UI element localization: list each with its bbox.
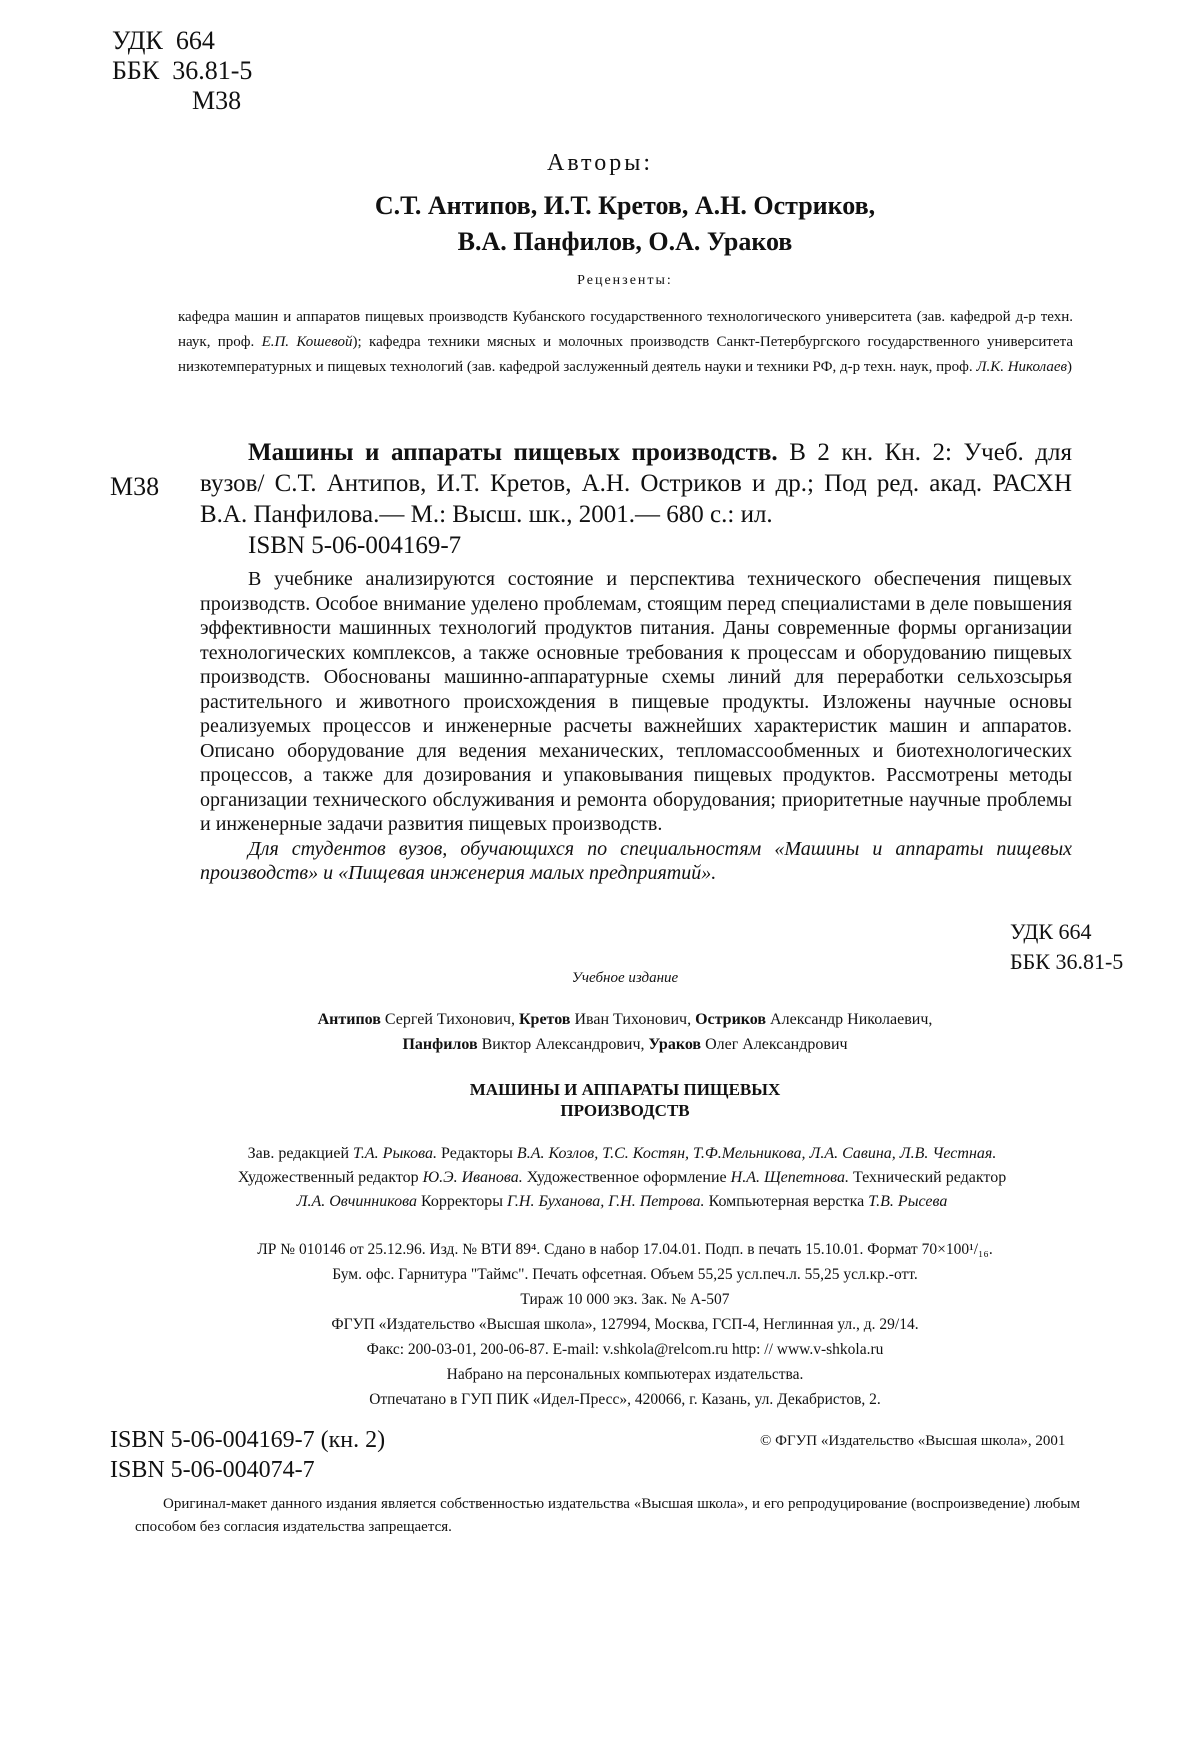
editorial-person: Н.А. Щепетнова. [730,1169,849,1186]
book-title-caps [0,1079,1200,1121]
editorial-role: Компьютерная верстка [704,1193,869,1210]
copyright-notice: © ФГУП «Издательство «Высшая школа», 2001 [760,1433,1066,1449]
editorial-line-2 [137,1166,1107,1190]
reviewers-part-3: ) [1067,359,1073,375]
imprint-line-2: Бум. офс. Гарнитура "Таймс". Печать офсетная. Объем 55,25 усл.печ.л. 55,25 усл.кр.-отт. [332,1266,918,1283]
bbk-code-right: ББК 36.81-5 [1010,949,1124,974]
author-surname: Остриков [695,1011,767,1028]
bibliographic-code: М38 [110,472,160,501]
isbn-set: ISBN 5-06-004074-7 [110,1457,315,1483]
annotation-text: В учебнике анализируются состояние и перспектива технического обеспечения пищевых производств. Особое внимание уделено проблемам, стоящим перед специалистами в деле повышения эффективности машинных технологий продуктов питания. Даны современные формы организации технологических комплексов, а также основные требования к процессам и оборудованию пищевых производств. Обоснованы машинно-аппаратурные схемы линий для переработки сельхозсырья растительного и животного происхождения в пищевые продукты. Изложены научные основы реализуемых процессов и инженерные расчеты важнейших характеристик машин и аппаратов. Описано оборудование для ведения механических, тепломассообменных и биотехнологических процессов, а также для дозирования и упаковывания пищевых продуктов. Рассмотрены методы организации технического обслуживания и ремонта оборудования; приоритетные научные проблемы и инженерные задачи развития пищевых производств. [200,568,1072,835]
author-given-names: Иван Тихонович, [570,1011,696,1028]
bibliographic-details: В 2 кн. Кн. 2: Учеб. для вузов/ С.Т. Антипов, И.Т. Кретов, А.Н. Остриков и др.; Под ред. акад. РАСХН В.А. Панфилова.— М.: Высш. шк., 2001.— 680 с.: ил. [200,439,1072,528]
authors-list [0,188,1200,260]
editorial-person: Т.В. Рысева [868,1193,948,1210]
editorial-person: Л.А. Овчинникова [296,1193,417,1210]
author-given-names: Олег Александрович [701,1036,848,1053]
author-surname: Панфилов [402,1036,478,1053]
bibliographic-record [200,437,1072,561]
reviewers-part-1: кафедра машин и аппаратов пищевых производств Кубанского государственного технологического университета (зав. кафедрой д-р техн. наук, проф. [178,309,1073,350]
udk-code-right: УДК 664 [1010,919,1092,944]
imprint-line-6: Набрано на персональных компьютерах издательства. [446,1366,804,1383]
reviewers-heading: Рецензенты: [577,273,673,288]
author-surname: Антипов [317,1011,381,1028]
udk-code: УДК 664 [112,26,215,55]
editorial-person: Ю.Э. Иванова. [422,1169,523,1186]
annotation [200,567,1072,886]
editorial-person: Г.Н. Буханова, Г.Н. Петрова. [507,1193,705,1210]
editorial-line-1 [137,1142,1107,1166]
imprint-line-1: ЛР № 010146 от 25.12.96. Изд. № ВТИ 89⁴. Сдано в набор 17.04.01. Подп. в печать 15.10.01. Формат 70×100¹/₁₆. [257,1241,993,1258]
edition-type: Учебное издание [571,970,679,986]
annotation-audience: Для студентов вузов, обучающихся по специальностям «Машины и аппараты пищевых производств» и «Пищевая инженерия малых предприятий». [200,837,1072,884]
book-title-caps-line-1: МАШИНЫ И АППАРАТЫ ПИЩЕВЫХ [469,1080,781,1099]
classification-right [1010,917,1123,977]
editorial-role: Технический редактор [848,1169,1007,1186]
imprint-line-4: ФГУП «Издательство «Высшая школа», 127994, Москва, ГСП-4, Неглинная ул., д. 29/14. [331,1316,919,1333]
editorial-role: Зав. редакцией [247,1145,354,1162]
isbn-block [110,1425,385,1485]
authors-line-2: В.А. Панфилов, О.А. Ураков [457,227,793,256]
author-mark-code: М38 [192,86,242,115]
bibliographic-description [200,437,1072,530]
book-title-caps-line-2: ПРОИЗВОДСТВ [560,1101,690,1120]
reviewers-text [178,305,1073,380]
imprint-line-5: Факс: 200-03-01, 200-06-87. E-mail: v.shkola@relcom.ru http: // www.v-shkola.ru [366,1341,884,1358]
author-given-names: Александр Николаевич, [766,1011,933,1028]
full-authors [200,1007,1050,1057]
editorial-person: В.А. Козлов, Т.С. Костян, Т.Ф.Мельникова, Л.А. Савина, Л.В. Честная. [516,1145,997,1162]
top-classification [112,26,252,116]
ownership-notice: Оригинал-макет данного издания является собственностью издательства «Высшая школа», и его репродуцирование (воспроизведение) любым способом без согласия издательства запрещается. [135,1496,1080,1535]
editorial-staff [137,1142,1107,1214]
editorial-role: Редакторы [437,1145,517,1162]
reviewer-name-2: Л.К. Николаев [976,359,1068,375]
editorial-person: Т.А. Рыкова. [353,1145,437,1162]
editorial-line-3 [137,1190,1107,1214]
author-surname: Ураков [648,1036,702,1053]
book-title: Машины и аппараты пищевых производств. [248,439,778,466]
isbn-volume: ISBN 5-06-004169-7 (кн. 2) [110,1427,386,1453]
author-given-names: Виктор Александрович, [477,1036,649,1053]
reviewer-name-1: Е.П. Кошевой [261,334,353,350]
editorial-role: Художественное оформление [522,1169,731,1186]
imprint-line-3: Тираж 10 000 экз. Зак. № А-507 [520,1291,730,1308]
editorial-role: Корректоры [416,1193,508,1210]
imprint [130,1237,1120,1412]
full-authors-line-2 [200,1032,1050,1057]
bibliographic-isbn: ISBN 5-06-004169-7 [248,532,462,559]
reviewers-part-2: ); кафедра техники мясных и молочных производств Санкт-Петербургского государственного университета низкотемпературных и пищевых технологий (зав. кафедрой заслуженный деятель науки и техники РФ, д-р техн. наук, проф. [178,334,1073,375]
full-authors-line-1 [200,1007,1050,1032]
bbk-code: ББК 36.81-5 [112,56,253,85]
author-given-names: Сергей Тихонович, [380,1011,519,1028]
author-surname: Кретов [518,1011,571,1028]
imprint-line-7: Отпечатано в ГУП ПИК «Идел-Пресс», 420066, г. Казань, ул. Декабристов, 2. [369,1391,881,1408]
editorial-role: Художественный редактор [237,1169,423,1186]
authors-line-1: С.Т. Антипов, И.Т. Кретов, А.Н. Остриков, [374,191,876,220]
authors-heading: Авторы: [546,150,654,176]
